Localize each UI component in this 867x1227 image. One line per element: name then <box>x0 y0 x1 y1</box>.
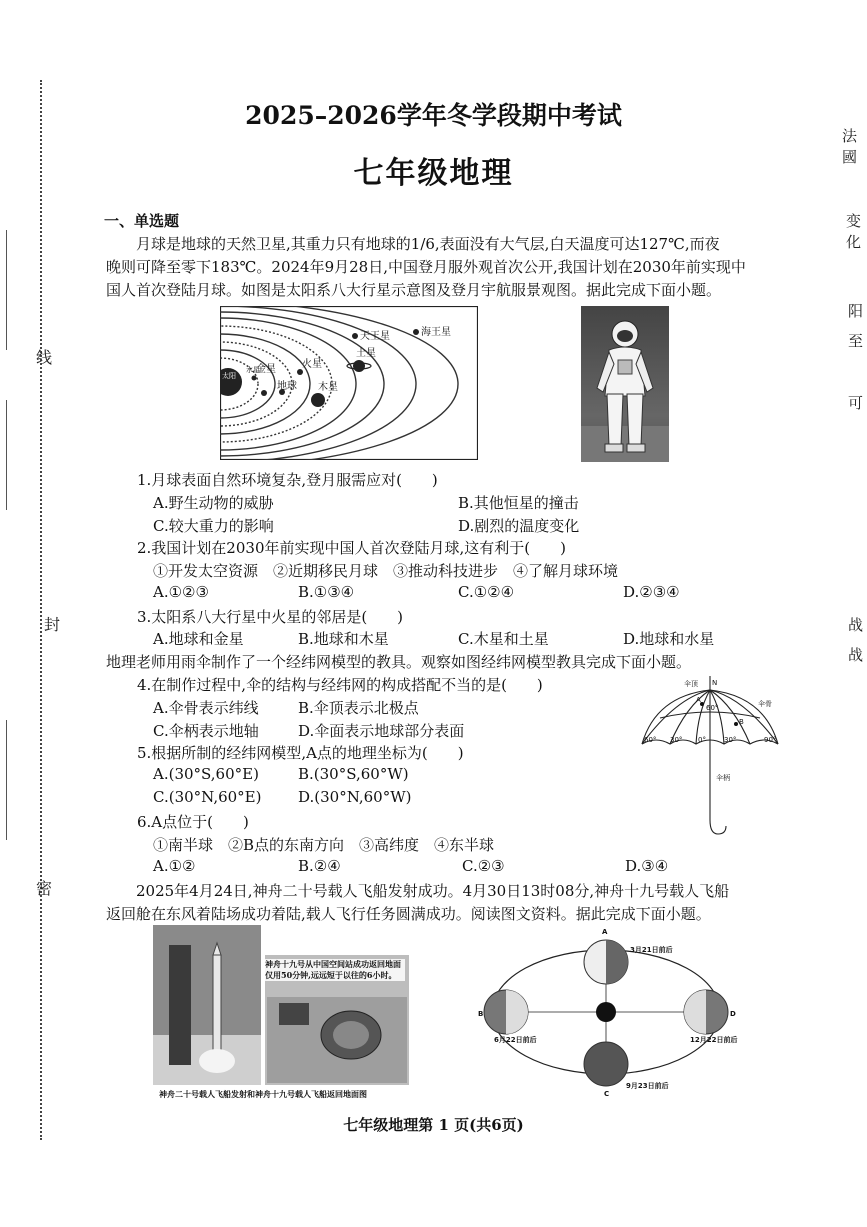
question-6-stem: 6.A点位于( ) <box>137 813 249 831</box>
question-2-option-a[interactable]: A.①②③ <box>153 583 209 601</box>
point-b-label: B <box>739 718 744 726</box>
binding-label-line: 线 <box>36 348 53 367</box>
label-mars: 火星 <box>302 359 322 370</box>
question-4-option-d[interactable]: D.伞面表示地球部分表面 <box>298 722 465 740</box>
umbrella-lat60-label: 60° <box>706 704 719 712</box>
question-6-option-a[interactable]: A.①② <box>153 857 196 875</box>
umbrella-n-label: N <box>712 679 718 687</box>
neptune-shape <box>413 329 419 335</box>
question-1-option-b[interactable]: B.其他恒星的撞击 <box>458 494 579 512</box>
question-3-option-c[interactable]: C.木星和土星 <box>458 630 549 648</box>
question-5-option-d[interactable]: D.(30°N,60°W) <box>298 788 412 806</box>
uranus-shape <box>352 333 358 339</box>
passage-line: 晚则可降至零下183℃。2024年9月28日,中国登月服外观首次公开,我国计划在2030年前实现中 <box>106 257 746 276</box>
section-heading: 一、单选题 <box>104 212 180 230</box>
question-2-items: ①开发太空资源 ②近期移民月球 ③推动科技进步 ④了解月球环境 <box>153 562 619 580</box>
question-3-stem: 3.太阳系八大行星中火星的邻居是( ) <box>137 608 404 626</box>
point-a-label: A <box>696 696 701 704</box>
orbit-date-december: 12月22日前后 <box>690 1036 738 1044</box>
next-page-edge-text: 战 <box>848 616 864 634</box>
venus-shape <box>261 390 267 396</box>
earth-september <box>584 1042 628 1086</box>
margin-rule <box>6 720 7 840</box>
question-2-option-d[interactable]: D.②③④ <box>623 583 680 601</box>
passage-line: 国人首次登陆月球。如图是太阳系八大行星示意图及登月宇航服景观图。据此完成下面小题。 <box>106 280 722 299</box>
question-3-option-b[interactable]: B.地球和木星 <box>298 630 389 648</box>
question-4-stem: 4.在制作过程中,伞的结构与经纬网的构成搭配不当的是( ) <box>137 676 543 694</box>
mercury-shape <box>252 376 257 381</box>
orbit-date-september: 9月23日前后 <box>626 1082 669 1090</box>
solar-system-figure <box>220 306 478 460</box>
passage-line: 返回舱在东风着陆场成功着陆,载人飞行任务圆满成功。阅读图文资料。据此完成下面小题。 <box>106 904 711 923</box>
question-1-option-a[interactable]: A.野生动物的威胁 <box>153 494 274 512</box>
question-2-stem: 2.我国计划在2030年前实现中国人首次登陆月球,这有利于( ) <box>137 539 566 557</box>
margin-rule <box>6 400 7 510</box>
label-saturn: 土星 <box>356 348 376 359</box>
photo-bottom-caption: 神舟二十号载人飞船发射和神舟十九号载人飞船返回地面图 <box>159 1089 367 1099</box>
orbit-label-d: D <box>730 1010 736 1018</box>
question-3-option-a[interactable]: A.地球和金星 <box>153 630 244 648</box>
question-5-option-c[interactable]: C.(30°N,60°E) <box>153 788 262 806</box>
question-2-option-b[interactable]: B.①③④ <box>298 583 355 601</box>
label-jupiter: 木星 <box>318 382 338 393</box>
saturn-shape <box>353 360 365 372</box>
next-page-edge-text: 可 <box>848 394 864 412</box>
page-footer: 七年级地理第 1 页(共6页) <box>343 1116 524 1134</box>
orbit-label-a: A <box>602 928 608 936</box>
binding-label-secret: 密 <box>36 879 53 898</box>
next-page-edge-text: 变化 <box>846 212 862 251</box>
next-page-edge-text: 至 <box>848 332 864 350</box>
question-5-stem: 5.根据所制的经纬网模型,A点的地理坐标为( ) <box>137 744 464 762</box>
question-3-option-d[interactable]: D.地球和水星 <box>623 630 715 648</box>
question-1-option-c[interactable]: C.较大重力的影响 <box>153 517 274 535</box>
passage-line: 2025年4月24日,神舟二十号载人飞船发射成功。4月30日13时08分,神舟十九号载人飞船 <box>136 882 730 900</box>
umbrella-top-label: 伞顶 <box>684 680 698 688</box>
lon-90e-label: 90° <box>764 736 777 744</box>
subject-title: 七年级地理 <box>353 156 514 191</box>
lon-30w-label: 30° <box>670 736 683 744</box>
astronaut-photo <box>581 306 669 462</box>
question-2-option-c[interactable]: C.①②④ <box>458 583 515 601</box>
lon-60w-label: 60° <box>644 736 657 744</box>
umbrella-rib-label: 伞骨 <box>758 700 772 708</box>
question-6-option-d[interactable]: D.③④ <box>625 857 669 875</box>
umbrella-handle <box>710 744 726 834</box>
question-1-option-d[interactable]: D.剧烈的温度变化 <box>458 517 580 535</box>
launch-landing-photo <box>153 925 409 1101</box>
orbit-label-b: B <box>478 1010 484 1018</box>
next-page-edge-text: 战 <box>848 646 864 664</box>
next-page-edge-text: 法國 <box>842 127 858 166</box>
lon-30e-label: 30° <box>724 736 737 744</box>
question-6-option-c[interactable]: C.②③ <box>462 857 505 875</box>
binding-label-seal: 封 <box>44 615 61 634</box>
umbrella-graticule-figure <box>636 676 784 840</box>
sun-shape <box>596 1002 616 1022</box>
passage-line: 月球是地球的天然卫星,其重力只有地球的1/6,表面没有大气层,白天温度可达127℃,而夜 <box>136 235 720 253</box>
lon-0-label: 0° <box>698 736 706 744</box>
margin-rule <box>6 230 7 350</box>
jupiter-shape <box>311 393 325 407</box>
label-mercury: 水星 <box>246 366 260 374</box>
question-6-option-b[interactable]: B.②④ <box>298 857 341 875</box>
question-1-stem: 1.月球表面自然环境复杂,登月服需应对( ) <box>137 471 438 489</box>
orbit-label-c: C <box>604 1090 610 1096</box>
passage-1 <box>106 233 786 301</box>
label-sun: 太阳 <box>222 372 236 380</box>
passage-2: 地理老师用雨伞制作了一个经纬网模型的教具。观察如图经纬网模型教具完成下面小题。 <box>106 653 692 671</box>
question-6-items: ①南半球 ②B点的东南方向 ③高纬度 ④东半球 <box>153 836 495 854</box>
passage-3 <box>106 880 786 926</box>
umbrella-handle-label: 伞柄 <box>716 774 730 782</box>
orbit-date-june: 6月22日前后 <box>494 1036 537 1044</box>
question-4-option-b[interactable]: B.伞顶表示北极点 <box>298 699 419 717</box>
label-venus: 金星 <box>256 364 276 375</box>
question-4-option-a[interactable]: A.伞骨表示纬线 <box>153 699 259 717</box>
label-earth: 地球 <box>277 381 297 392</box>
exam-title: 2025–2026学年冬学段期中考试 <box>245 101 622 130</box>
photo-inset-caption: 神舟十九号从中国空间站成功返回地面仅用50分钟,远远短于以往的6小时。 <box>265 959 405 981</box>
orbit-date-march: 3月21日前后 <box>630 946 673 954</box>
question-5-option-a[interactable]: A.(30°S,60°E) <box>153 765 259 783</box>
point-b <box>734 722 738 726</box>
label-neptune: 海王星 <box>421 327 451 338</box>
binding-dotted-line <box>40 80 42 1140</box>
next-page-edge-text: 阳 <box>848 302 864 320</box>
label-uranus: 天王星 <box>360 331 390 342</box>
question-5-option-b[interactable]: B.(30°S,60°W) <box>298 765 409 783</box>
question-4-option-c[interactable]: C.伞柄表示地轴 <box>153 722 259 740</box>
earth-orbit-figure <box>478 926 740 1096</box>
